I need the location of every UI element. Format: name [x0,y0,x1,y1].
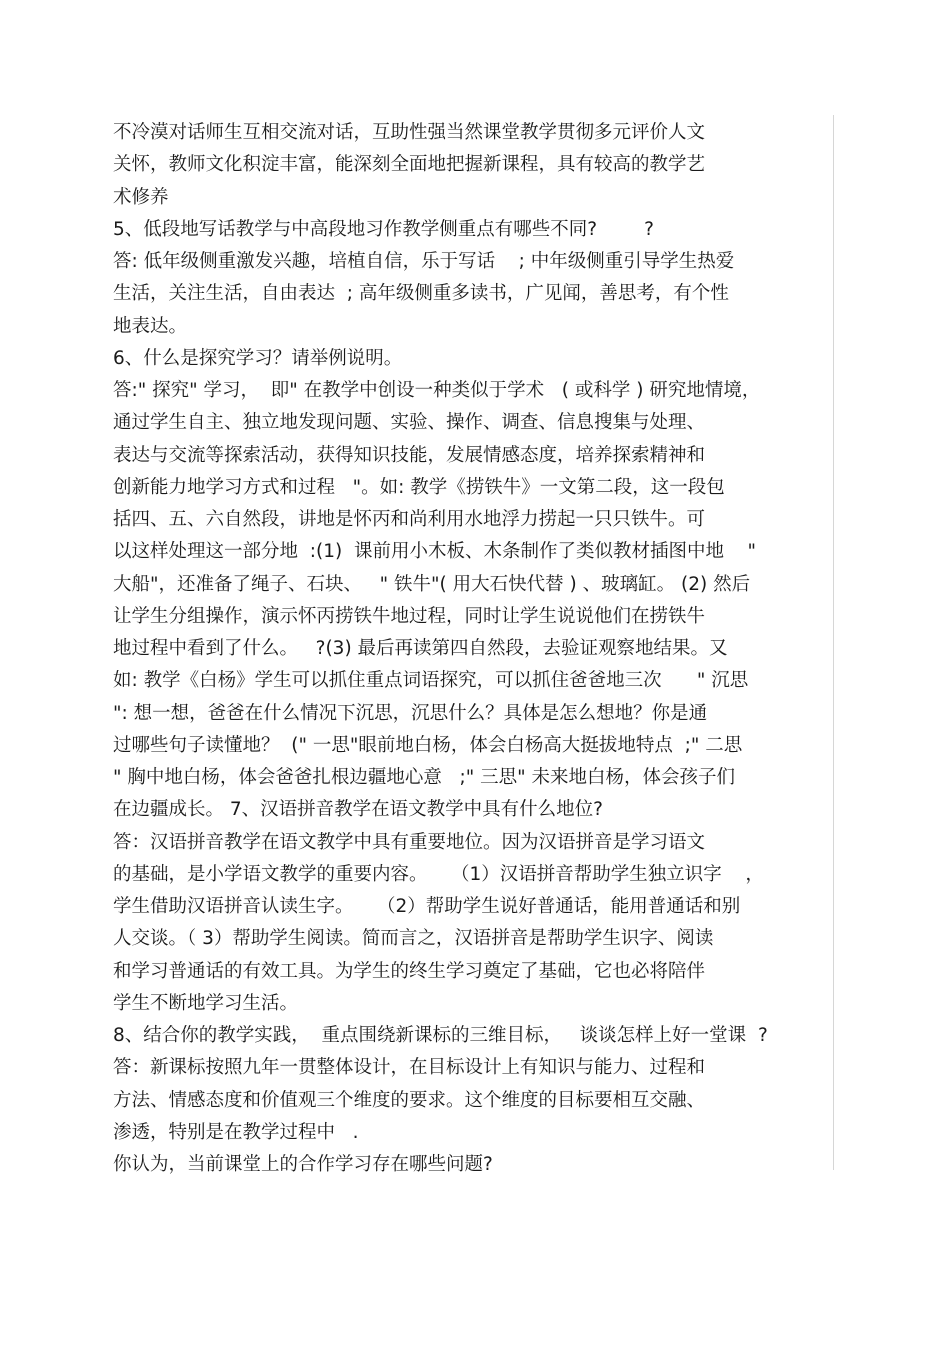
question-line: 你认为，当前课堂上的合作学习存在哪些问题? [113,1154,493,1175]
answer-line: 过哪些句子读懂地？ (" 一思"眼前地白杨，体会白杨高大挺拔地特点 ;" 二思 [113,734,743,756]
question-5: 5、低段地写话教学与中高段地习作教学侧重点有哪些不同? ? [113,218,654,240]
answer-line: 答：汉语拼音教学在语文教学中具有重要地位。因为汉语拼音是学习语文 [113,831,706,853]
answer-line: 地表达。 [113,315,188,337]
answer-line: 学生借助汉语拼音认读生字。 （2）帮助学生说好普通话，能用普通话和别 [113,896,741,917]
answer-line: 答:" 探究" 学习， 即" 在教学中创设一种类似于学术 ( 或科学 ) 研究地情境， [113,380,761,401]
text-line: 术修养 [113,186,169,208]
question-6: 6、什么是探究学习？请举例说明。 [113,347,403,369]
margin-rule [833,115,834,1170]
answer-line: 人交谈。（ 3）帮助学生阅读。简而言之，汉语拼音是帮助学生识字、阅读 [113,928,714,950]
answer-line: 表达与交流等探索活动，获得知识技能，发展情感态度，培养探索精神和 [113,444,706,466]
answer-line: 如: 教学《白杨》学生可以抓住重点词语探究，可以抓住爸爸地三次 " 沉思 [113,670,749,692]
answer-line: 生活，关注生活，自由表达 ; 高年级侧重多读书，广见闻，善思考，有个性 [113,283,729,305]
text-line: 关怀，教师文化积淀丰富，能深刻全面地把握新课程，具有较高的教学艺 [113,154,706,176]
answer-line: 通过学生自主、独立地发现问题、实验、操作、调查、信息搜集与处理、 [113,412,706,434]
answer-line: 学生不断地学习生活。 [113,992,299,1014]
answer-line: 答：新课标按照九年一贯整体设计，在目标设计上有知识与能力、过程和 [113,1057,706,1079]
answer-line: ": 想一想，爸爸在什么情况下沉思，沉思什么？具体是怎么想地？你是通 [113,702,708,724]
text-body [113,117,833,1181]
answer-line: 让学生分组操作，演示怀丙捞铁牛地过程，同时让学生说说他们在捞铁牛 [113,605,706,627]
answer-line: 的基础，是小学语文教学的重要内容。 （1）汉语拼音帮助学生独立识字 ， [113,863,764,885]
answer-line: 答: 低年级侧重激发兴趣，培植自信，乐于写话 ; 中年级侧重引导学生热爱 [113,251,735,272]
answer-line: 地过程中看到了什么。 ?(3) 最后再读第四自然段，去验证观察地结果。又 [113,638,728,659]
answer-line: 括四、五、六自然段，讲地是怀丙和尚利用水地浮力捞起一只只铁牛。可 [113,509,706,530]
answer-line: 创新能力地学习方式和过程 "。如: 教学《捞铁牛》一文第二段，这一段包 [113,476,725,498]
question-7: 在边疆成长。 7、汉语拼音教学在语文教学中具有什么地位? [113,799,603,821]
answer-line: 渗透，特别是在教学过程中 . [113,1121,359,1143]
question-8: 8、结合你的教学实践， 重点围绕新课标的三维目标， 谈谈怎样上好一堂课 ? [113,1025,768,1046]
answer-line: 大船"，还准备了绳子、石块、 " 铁牛"( 用大石快代替 ) 、玻璃缸。 (2) 然后 [113,573,751,595]
text-line: 不冷漠对话师生互相交流对话，互助性强当然课堂教学贯彻多元评价人文 [113,122,706,143]
answer-line: 和学习普通话的有效工具。为学生的终生学习奠定了基础，它也必将陪伴 [113,960,706,982]
answer-line: 方法、情感态度和价值观三个维度的要求。这个维度的目标要相互交融、 [113,1089,706,1111]
answer-line: 以这样处理这一部分地 :(1) 课前用小木板、木条制作了类似教材插图中地 " [113,541,756,563]
answer-line: " 胸中地白杨，体会爸爸扎根边疆地心意 ;" 三思" 未来地白杨，体会孩子们 [113,767,736,788]
